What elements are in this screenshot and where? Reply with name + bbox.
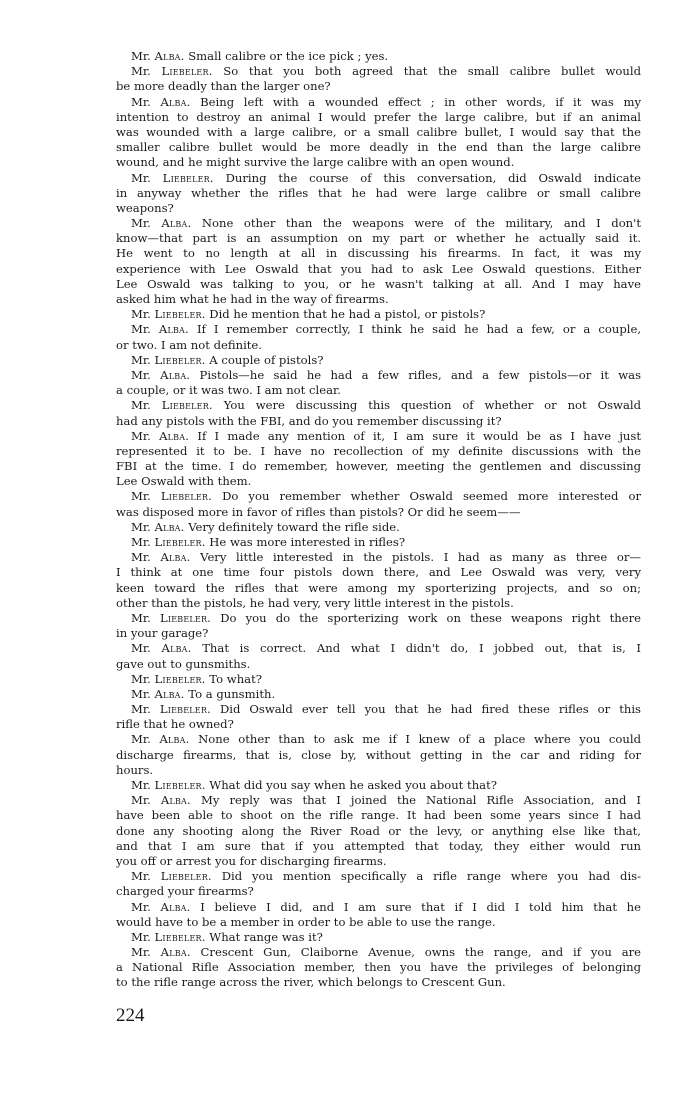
text-line bbox=[116, 581, 641, 596]
text-line bbox=[116, 171, 641, 186]
line-text: He went to no length at all in discussing his firearms. In fact, it was my bbox=[116, 246, 641, 261]
line-text: I believe I did, and I am sure that if I did I told him that he bbox=[200, 899, 641, 914]
speaker-honorific: Mr. bbox=[131, 535, 151, 549]
text-line bbox=[116, 657, 641, 672]
testimony-paragraph bbox=[116, 64, 641, 94]
text-line bbox=[116, 687, 641, 702]
testimony-paragraph bbox=[116, 489, 641, 519]
line-text: None other than to ask me if I knew of a place where you could bbox=[198, 732, 642, 747]
line-text: Did he mention that he had a pistol, or pistols? bbox=[209, 307, 486, 322]
line-text: My reply was that I joined the National Rifle Association, and I bbox=[200, 793, 641, 808]
speaker-name: Alba. bbox=[161, 641, 192, 656]
line-text: Very definitely toward the rifle side. bbox=[188, 519, 400, 534]
line-text: None other than the weapons were of the military, and I don't bbox=[201, 216, 641, 231]
testimony-paragraph bbox=[116, 869, 641, 899]
text-line bbox=[116, 79, 641, 94]
text-line bbox=[116, 64, 641, 79]
line-text: Lee Oswald was talking to you, or he wasn't talking at all. And I may have bbox=[116, 276, 641, 291]
testimony-paragraph bbox=[116, 900, 641, 930]
speaker-honorific: Mr. bbox=[131, 216, 151, 231]
speaker-name: Liebeler. bbox=[154, 671, 206, 686]
text-line bbox=[116, 383, 641, 398]
speaker-name: Alba. bbox=[154, 49, 185, 63]
testimony-paragraph bbox=[116, 535, 641, 550]
speaker-honorific: Mr. bbox=[131, 929, 151, 944]
line-text: That is correct. And what I didn't do, I jobbed out, that is, I bbox=[202, 641, 641, 656]
speaker-name: Liebeler. bbox=[160, 869, 212, 884]
text-line bbox=[116, 717, 641, 732]
text-line bbox=[116, 49, 641, 64]
text-line bbox=[116, 110, 641, 125]
line-text: represented it to be. I have no recollection of my definite discussions with the bbox=[116, 443, 641, 458]
text-line bbox=[116, 550, 641, 565]
line-text: in your garage? bbox=[116, 626, 209, 641]
testimony-paragraph bbox=[116, 216, 641, 307]
testimony-paragraph bbox=[116, 95, 641, 171]
transcript-body bbox=[116, 49, 641, 991]
testimony-paragraph bbox=[116, 793, 641, 869]
line-text: and that I am sure that if you attempted that today, they either would run bbox=[116, 838, 641, 853]
speaker-name: Liebeler. bbox=[162, 170, 214, 185]
line-text: Do you remember whether Oswald seemed more interested or bbox=[222, 489, 642, 504]
testimony-paragraph bbox=[116, 732, 641, 778]
speaker-name: Liebeler. bbox=[159, 702, 211, 717]
speaker-honorific: Mr. bbox=[131, 778, 151, 792]
testimony-paragraph bbox=[116, 672, 641, 687]
testimony-paragraph bbox=[116, 702, 641, 732]
line-text: Lee Oswald with them. bbox=[116, 474, 252, 489]
testimony-paragraph bbox=[116, 398, 641, 428]
speaker-name: Alba. bbox=[161, 216, 192, 231]
line-text: During the course of this conversation, did Oswald indicate bbox=[225, 170, 641, 185]
text-line bbox=[116, 95, 641, 110]
text-line bbox=[116, 125, 641, 140]
text-line bbox=[116, 231, 641, 246]
text-line bbox=[116, 140, 641, 155]
speaker-name: Alba. bbox=[154, 519, 185, 534]
text-line bbox=[116, 824, 641, 839]
text-line bbox=[116, 520, 641, 535]
speaker-name: Liebeler. bbox=[154, 535, 206, 549]
text-line bbox=[116, 945, 641, 960]
speaker-honorific: Mr. bbox=[131, 945, 151, 960]
line-text: asked him what he had in the way of firearms. bbox=[116, 292, 389, 306]
text-line bbox=[116, 201, 641, 216]
speaker-name: Liebeler. bbox=[161, 64, 213, 79]
page-number: 224 bbox=[116, 1005, 145, 1026]
line-text: smaller calibre bullet would be more deadly in the end than the large calibre bbox=[116, 140, 641, 155]
line-text: To what? bbox=[209, 671, 262, 686]
line-text: I think at one time four pistols down there, and Lee Oswald was very, very bbox=[116, 565, 641, 580]
speaker-honorific: Mr. bbox=[131, 793, 151, 808]
testimony-paragraph bbox=[116, 930, 641, 945]
speaker-honorific: Mr. bbox=[131, 49, 151, 63]
text-line bbox=[116, 353, 641, 368]
line-text: in anyway whether the rifles that he had were large calibre or small calibre bbox=[116, 185, 641, 200]
speaker-honorific: Mr. bbox=[131, 398, 151, 413]
text-line bbox=[116, 262, 641, 277]
line-text: know—that part is an assumption on my part or whether he actually said it. bbox=[116, 231, 641, 246]
text-line bbox=[116, 748, 641, 763]
line-text: weapons? bbox=[116, 200, 174, 215]
text-line bbox=[116, 808, 641, 823]
line-text: Do you do the sporterizing work on these weapons right there bbox=[220, 610, 641, 625]
text-line bbox=[116, 763, 641, 778]
line-text: to the rifle range across the river, which belongs to Crescent Gun. bbox=[116, 975, 506, 990]
line-text: a couple, or it was two. I am not clear. bbox=[116, 383, 341, 398]
text-line bbox=[116, 459, 641, 474]
line-text: hours. bbox=[116, 762, 154, 777]
line-text: would have to be a member in order to be able to use the range. bbox=[116, 914, 496, 929]
text-line bbox=[116, 489, 641, 504]
text-line bbox=[116, 505, 641, 520]
text-line bbox=[116, 793, 641, 808]
testimony-paragraph bbox=[116, 307, 641, 322]
testimony-paragraph bbox=[116, 611, 641, 641]
text-line bbox=[116, 672, 641, 687]
speaker-honorific: Mr. bbox=[131, 170, 151, 185]
speaker-name: Alba. bbox=[154, 686, 185, 701]
text-line bbox=[116, 368, 641, 383]
line-text: If I made any mention of it, I am sure it would be as I have just bbox=[197, 428, 641, 443]
speaker-name: Alba. bbox=[158, 322, 189, 337]
speaker-name: Liebeler. bbox=[154, 307, 206, 322]
speaker-name: Alba. bbox=[159, 428, 190, 443]
text-line bbox=[116, 307, 641, 322]
speaker-name: Liebeler. bbox=[159, 610, 212, 625]
line-text: keen toward the rifles that were among my sporterizing projects, and so on; bbox=[116, 580, 641, 595]
speaker-honorific: Mr. bbox=[131, 352, 151, 367]
line-text: So that you both agreed that the small calibre bullet would bbox=[223, 64, 641, 79]
speaker-honorific: Mr. bbox=[131, 732, 151, 747]
line-text: a National Rifle Association member, then you have the privileges of belonging bbox=[116, 960, 641, 975]
line-text: FBI at the time. I do remember, however, meeting the gentlemen and discussing bbox=[116, 459, 641, 474]
speaker-honorific: Mr. bbox=[131, 428, 151, 443]
speaker-honorific: Mr. bbox=[131, 869, 151, 884]
speaker-name: Liebeler. bbox=[154, 778, 206, 792]
speaker-name: Alba. bbox=[160, 793, 191, 808]
text-line bbox=[116, 884, 641, 899]
line-text: was wounded with a large calibre, or a small calibre bullet, I would say that the bbox=[116, 124, 641, 139]
text-line bbox=[116, 474, 641, 489]
line-text: was disposed more in favor of rifles than pistols? Or did he seem—— bbox=[116, 504, 521, 519]
line-text: He was more interested in rifles? bbox=[209, 535, 406, 549]
speaker-honorific: Mr. bbox=[131, 686, 151, 701]
text-line bbox=[116, 611, 641, 626]
text-line bbox=[116, 854, 641, 869]
text-line bbox=[116, 732, 641, 747]
testimony-paragraph bbox=[116, 368, 641, 398]
speaker-honorific: Mr. bbox=[131, 550, 151, 565]
text-line bbox=[116, 414, 641, 429]
speaker-honorific: Mr. bbox=[131, 702, 151, 717]
text-line bbox=[116, 626, 641, 641]
line-text: had any pistols with the FBI, and do you remember discussing it? bbox=[116, 413, 502, 428]
text-line bbox=[116, 429, 641, 444]
line-text: To a gunsmith. bbox=[188, 686, 276, 701]
text-line bbox=[116, 900, 641, 915]
testimony-paragraph bbox=[116, 778, 641, 793]
text-line bbox=[116, 565, 641, 580]
speaker-name: Liebeler. bbox=[154, 929, 206, 944]
speaker-honorific: Mr. bbox=[131, 519, 151, 534]
line-text: experience with Lee Oswald that you had to ask Lee Oswald questions. Either bbox=[116, 261, 641, 276]
testimony-paragraph bbox=[116, 641, 641, 671]
testimony-paragraph bbox=[116, 171, 641, 217]
text-line bbox=[116, 915, 641, 930]
testimony-paragraph bbox=[116, 945, 641, 991]
speaker-honorific: Mr. bbox=[131, 489, 151, 504]
line-text: charged your firearms? bbox=[116, 884, 254, 899]
speaker-name: Alba. bbox=[160, 367, 191, 382]
line-text: discharge firearms, that is, close by, without getting in the car and riding for bbox=[116, 747, 641, 762]
line-text: done any shooting along the River Road or the levy, or anything else like that, bbox=[116, 823, 641, 838]
speaker-name: Alba. bbox=[159, 732, 190, 747]
text-line bbox=[116, 839, 641, 854]
text-line bbox=[116, 930, 641, 945]
speaker-name: Alba. bbox=[160, 94, 191, 109]
line-text: What did you say when he asked you about that? bbox=[209, 778, 497, 792]
line-text: you off or arrest you for discharging firearms. bbox=[116, 853, 387, 868]
speaker-name: Alba. bbox=[160, 945, 191, 960]
line-text: other than the pistols, he had very, very little interest in the pistols. bbox=[116, 595, 514, 610]
testimony-paragraph bbox=[116, 687, 641, 702]
line-text: Very little interested in the pistols. I had as many as three or— bbox=[200, 550, 642, 565]
text-line bbox=[116, 596, 641, 611]
line-text: Pistols—he said he had a few rifles, and a few pistols—or it was bbox=[199, 367, 642, 382]
line-text: Small calibre or the ice pick ; yes. bbox=[188, 49, 389, 63]
testimony-paragraph bbox=[116, 550, 641, 611]
speaker-honorific: Mr. bbox=[131, 671, 151, 686]
speaker-name: Liebeler. bbox=[154, 352, 206, 367]
line-text: intention to destroy an animal I would prefer the large calibre, but if an animal bbox=[116, 109, 641, 124]
text-line bbox=[116, 641, 641, 656]
line-text: rifle that he owned? bbox=[116, 717, 234, 732]
speaker-honorific: Mr. bbox=[131, 610, 151, 625]
text-line bbox=[116, 186, 641, 201]
text-line bbox=[116, 322, 641, 337]
speaker-honorific: Mr. bbox=[131, 94, 151, 109]
text-line bbox=[116, 155, 641, 170]
line-text: have been able to shoot on the rifle range. It had been some years since I had bbox=[116, 808, 641, 823]
text-line bbox=[116, 338, 641, 353]
text-line bbox=[116, 778, 641, 793]
text-line bbox=[116, 702, 641, 717]
line-text: gave out to gunsmiths. bbox=[116, 656, 251, 671]
testimony-paragraph bbox=[116, 520, 641, 535]
line-text: You were discussing this question of whether or not Oswald bbox=[223, 398, 642, 413]
line-text: What range was it? bbox=[209, 929, 323, 944]
line-text: Being left with a wounded effect ; in other words, if it was my bbox=[200, 94, 641, 109]
speaker-name: Alba. bbox=[160, 899, 191, 914]
line-text: wound, and he might survive the large calibre with an open wound. bbox=[116, 155, 515, 170]
speaker-honorific: Mr. bbox=[131, 307, 151, 322]
text-line bbox=[116, 444, 641, 459]
text-line bbox=[116, 975, 641, 990]
line-text: Did you mention specifically a rifle range where you had dis- bbox=[221, 869, 642, 884]
line-text: Did Oswald ever tell you that he had fired these rifles or this bbox=[219, 702, 641, 717]
line-text: be more deadly than the larger one? bbox=[116, 79, 331, 94]
testimony-paragraph bbox=[116, 49, 641, 64]
speaker-honorific: Mr. bbox=[131, 64, 151, 79]
speaker-honorific: Mr. bbox=[131, 641, 151, 656]
line-text: A couple of pistols? bbox=[209, 352, 324, 367]
testimony-paragraph bbox=[116, 353, 641, 368]
testimony-paragraph bbox=[116, 429, 641, 490]
text-line bbox=[116, 398, 641, 413]
speaker-honorific: Mr. bbox=[131, 899, 151, 914]
line-text: or two. I am not definite. bbox=[116, 337, 262, 352]
text-line bbox=[116, 292, 641, 307]
line-text: Crescent Gun, Claiborne Avenue, owns the range, and if you are bbox=[200, 945, 642, 960]
speaker-name: Alba. bbox=[160, 550, 191, 565]
text-line bbox=[116, 869, 641, 884]
speaker-honorific: Mr. bbox=[131, 367, 151, 382]
text-line bbox=[116, 216, 641, 231]
line-text: If I remember correctly, I think he said he had a few, or a couple, bbox=[196, 322, 642, 337]
testimony-paragraph bbox=[116, 322, 641, 352]
text-line bbox=[116, 960, 641, 975]
text-line bbox=[116, 246, 641, 261]
speaker-honorific: Mr. bbox=[131, 322, 151, 337]
speaker-name: Liebeler. bbox=[161, 398, 213, 413]
speaker-name: Liebeler. bbox=[160, 489, 212, 504]
text-line bbox=[116, 535, 641, 550]
text-line bbox=[116, 277, 641, 292]
